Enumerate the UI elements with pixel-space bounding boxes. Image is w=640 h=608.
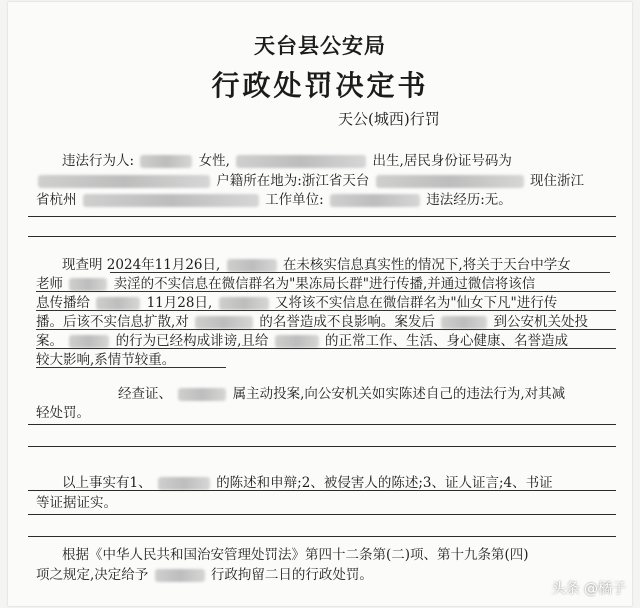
facts-text: 到公安机关处投 — [493, 314, 588, 330]
facts-text: 老师 — [36, 276, 63, 292]
rule — [28, 216, 616, 217]
id-label: 出生,居民身份证号码为 — [372, 153, 512, 169]
decision-text: 项之规定,决定给予 — [36, 567, 149, 583]
document-number: 天公(城西)行罚 — [338, 110, 440, 128]
facts-text: 又将该不实信息在微信群名为"仙女下凡"进行传 — [274, 295, 558, 311]
facts-text: 息传播给 — [36, 295, 90, 311]
redacted-employer — [330, 194, 420, 207]
rule — [28, 514, 616, 515]
employer-label: 工作单位: — [265, 192, 324, 208]
issuing-authority: 天台县公安局 — [254, 33, 386, 58]
party-line-1 — [62, 152, 512, 170]
facts-date: 11月28日, — [146, 295, 213, 311]
mitigation-line-2: 轻处罚。 — [36, 405, 90, 421]
redacted-address — [83, 194, 259, 207]
underline — [36, 367, 226, 368]
decision-text: 行政拘留二日的行政处罚。 — [210, 567, 373, 583]
evidence-text: 的陈述和申辩;2、被侵害人的陈述;3、证人证言;4、书证 — [216, 475, 553, 491]
facts-text: 播。后该不实信息扩散,对 — [36, 314, 189, 330]
rule — [28, 446, 616, 447]
redacted-birthdate — [236, 155, 366, 168]
party-line-2 — [36, 172, 584, 190]
underline — [110, 272, 610, 273]
mitigation-text: 经查证、 — [118, 386, 172, 402]
redacted-name — [227, 259, 277, 272]
party-line-3 — [36, 191, 512, 209]
mitigation-text: 属主动投案,向公安机关如实陈述自己的违法行为,对其减 — [232, 386, 566, 402]
redacted-name — [178, 388, 226, 401]
record-label: 违法经历:无。 — [426, 192, 512, 208]
facts-text: 的名誉造成不良影响。案发后 — [259, 314, 435, 330]
address-city: 省杭州 — [36, 192, 77, 208]
source-watermark: 头条 @橘子 — [551, 581, 626, 597]
facts-text: 案。 — [36, 333, 63, 349]
redacted-name — [155, 569, 205, 582]
facts-intro: 现查明 — [62, 257, 103, 273]
redacted-name — [96, 297, 140, 310]
facts-text: 在未核实信息真实性的情况下,将关于天台中学女 — [282, 257, 571, 273]
underline — [36, 291, 616, 292]
redacted-name — [275, 335, 319, 348]
underline — [36, 348, 616, 349]
evidence-text: 以上事实有1、 — [62, 475, 152, 491]
redacted-doc-number — [448, 104, 598, 128]
redacted-name — [195, 316, 253, 329]
decision-line-2 — [36, 566, 373, 584]
underline — [36, 310, 616, 311]
redacted-name — [158, 477, 210, 490]
redacted-name — [69, 278, 107, 291]
evidence-line-2: 等证据证实。 — [36, 495, 117, 511]
rule — [28, 236, 616, 237]
redacted-name — [140, 155, 192, 168]
decision-line-1: 根据《中华人民共和国治安管理处罚法》第四十二条第(二)项、第十九条第(四) — [62, 547, 529, 563]
redacted-name — [219, 297, 269, 310]
redacted-residence — [376, 175, 524, 188]
rule — [28, 490, 616, 491]
gender-text: 女性, — [198, 153, 230, 169]
rule — [28, 424, 616, 425]
mitigation-line-1 — [118, 385, 565, 403]
facts-text: 的行为已经构成诽谤,且给 — [115, 333, 269, 349]
label-offender: 违法行为人: — [62, 153, 135, 169]
redacted-id-number — [38, 175, 210, 188]
facts-text: 卖淫的不实信息在微信群名为"果冻局长群"进行传播,并通过微信将该信 — [113, 276, 536, 292]
rule — [28, 536, 616, 537]
redacted-name — [69, 335, 109, 348]
facts-line-6: 较大影响,系情节较重。 — [36, 352, 176, 368]
residence-label: 户籍所在地为:浙江省天台 — [216, 173, 370, 189]
underline — [36, 329, 616, 330]
facts-text: 的正常工作、生活、身心健康、名誉造成 — [324, 333, 568, 349]
document-title: 行政处罚决定书 — [211, 69, 429, 102]
current-address-label: 现住浙江 — [529, 173, 584, 189]
incident-date: 2024年11月26日, — [106, 257, 221, 273]
redacted-name — [441, 316, 487, 329]
